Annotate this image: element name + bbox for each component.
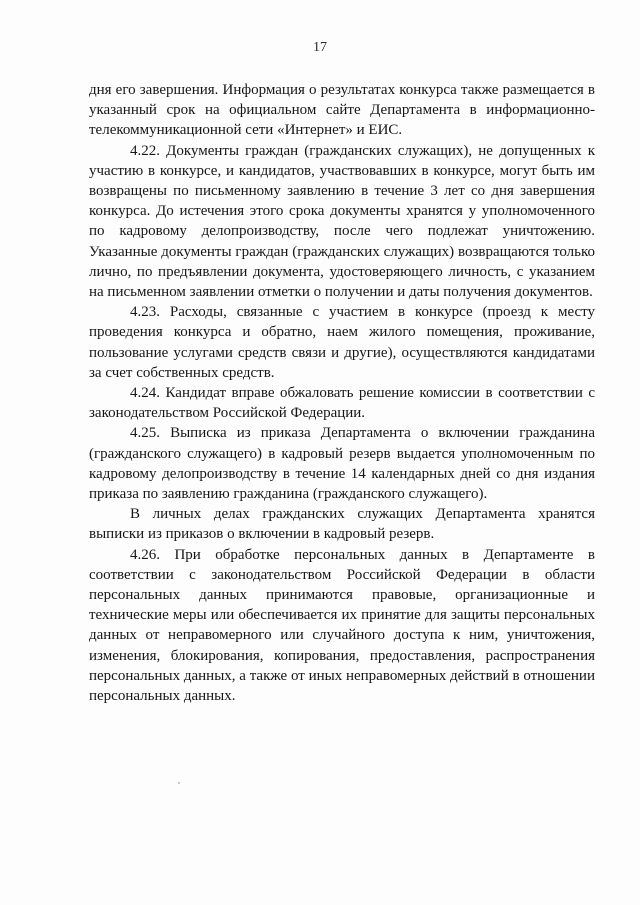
document-body [89, 80, 595, 706]
scan-speck [178, 782, 180, 784]
paragraph-4-22: 4.22. Документы граждан (гражданских служащих), не допущенных к участию в конкурсе, и кандидатов, участвовавших в конкурсе, могут быть им возвращены по письменному заявлению в течение 3 лет со дня завершения конкурса. До истечения этого срока документы хранятся у уполномоченного по кадровому делопроизводству, после чего подлежат уничтожению. Указанные документы граждан (гражданских служащих) возвращаются только лично, по предъявлении документа, удостоверяющего личность, с указанием на письменном заявлении отметки о получении и даты получения документов. [89, 142, 595, 301]
paragraph-4-25: 4.25. Выписка из приказа Департамента о включении гражданина (гражданского служащего) в кадровый резерв выдается уполномоченным по кадровому делопроизводству в течение 14 календарных дней со дня издания приказа по заявлению гражданина (гражданского служащего). [89, 425, 595, 503]
paragraph-continuation: дня его завершения. Информация о результатах конкурса также размещается в указанный срок на официальном сайте Департамента в информационно-телекоммуникационной сети «Интернет» и ЕИС. [89, 82, 595, 139]
paragraph-4-26: 4.26. При обработке персональных данных в Департаменте в соответствии с законодательством Российской Федерации в области персональных данных принимаются правовые, организационные и технические меры или обеспечивается их принятие для защиты персональных данных от неправомерного или случайного доступа к ним, уничтожения, изменения, блокирования, копирования, предоставления, распространения персональных данных, а также от иных неправомерных действий в отношении персональных данных. [89, 546, 595, 705]
paragraph-4-23: 4.23. Расходы, связанные с участием в конкурсе (проезд к месту проведения конкурса и обратно, наем жилого помещения, проживание, пользование услугами средств связи и другие), осуществляются кандидатами за счет собственных средств. [89, 304, 595, 381]
page-number: 17 [313, 40, 327, 55]
paragraph-4-25-note: В личных делах гражданских служащих Департамента хранятся выписки из приказов о включении в кадровый резерв. [89, 506, 595, 543]
paragraph-4-24: 4.24. Кандидат вправе обжаловать решение комиссии в соответствии с законодательством Российской Федерации. [89, 385, 595, 422]
